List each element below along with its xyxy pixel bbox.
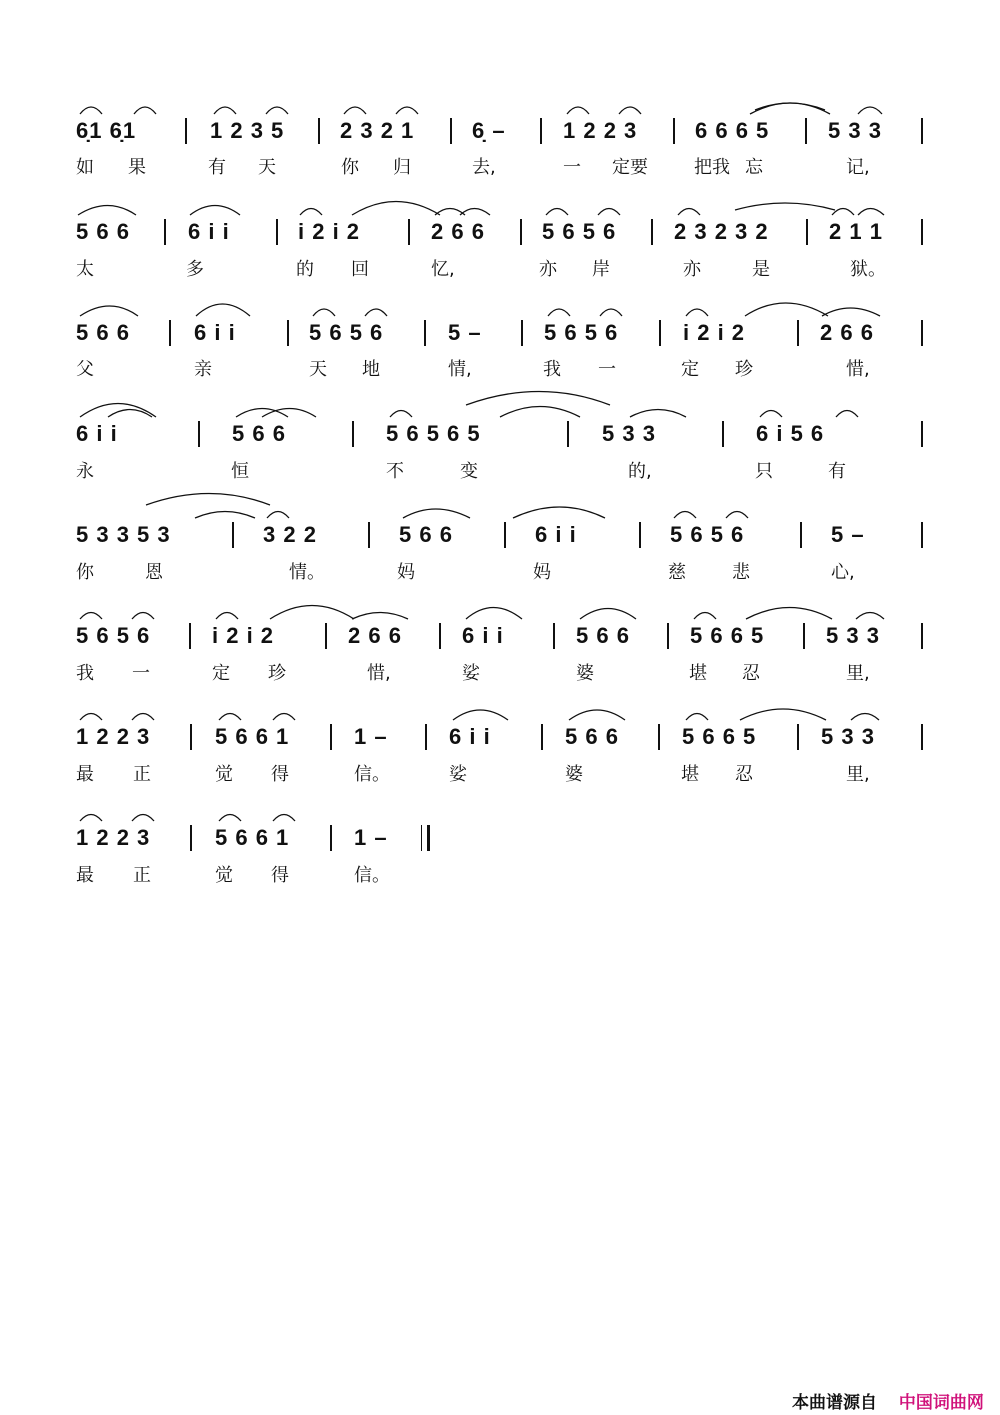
lyric: 我 [76,663,94,684]
lyric: 回 [351,259,369,280]
slur [580,609,636,620]
barline [806,219,808,245]
barline [921,118,923,144]
lyric: 狱。 [850,259,886,280]
lyric: 心, [831,562,855,583]
lyric: 堪 [681,764,699,785]
slur [216,613,238,620]
measure: 5 6 6 [76,219,130,244]
slur [851,714,879,721]
slur [858,107,882,114]
lyric: 果 [128,157,146,178]
lyric: 一 [563,157,581,178]
slur [500,407,580,418]
barline [408,219,410,245]
measure: 5 3 3 [602,421,656,446]
measure: 5 6 6 [565,724,619,749]
lyric: 悲 [732,562,750,583]
lyric: 恒 [231,461,249,482]
slur [746,608,832,620]
slur [300,209,322,216]
barline [424,320,426,346]
measure: 1 2 2 3 [76,825,151,850]
slur [735,203,835,210]
slur [313,309,335,316]
lyrics-line-4 [0,460,1000,484]
slur [80,404,156,418]
barline [921,421,923,447]
barline [169,320,171,346]
measure: 6 i i [194,320,236,345]
barline [164,219,166,245]
slur [569,710,625,720]
measure: 5 6 6 [576,623,630,648]
lyric: 觉 [215,764,233,785]
slur [836,411,858,418]
measure: 5 3 3 [828,118,882,143]
lyric: 觉 [215,865,233,886]
slur [598,209,620,216]
lyric: 得 [271,764,289,785]
lyric: 多 [186,259,204,280]
notation-line-5 [0,520,1000,550]
barline [658,724,660,750]
lyric: 我 [543,359,561,380]
slur [80,613,102,620]
barline [921,219,923,245]
notation-line-3 [0,318,1000,348]
barline [797,320,799,346]
barline [190,825,192,851]
slur [352,202,440,216]
barline [797,724,799,750]
measure: 5 6 5 6 5 [386,421,481,446]
measure: 2 3 2 1 [340,118,415,143]
slur [78,206,136,216]
slur [344,107,366,114]
measure: 1 2 2 3 [76,724,151,749]
measure: 5 3 3 [826,623,880,648]
barline [198,421,200,447]
lyric: 岸 [592,259,610,280]
lyric: 你 [76,562,94,583]
slur [146,494,270,506]
measure: 3 2 2 [263,522,317,547]
barline [659,320,661,346]
measure: 5 3 3 [821,724,875,749]
measure: 6 i i [188,219,230,244]
lyric: 是 [752,259,770,280]
slur [513,507,605,518]
lyric: 婆 [565,764,583,785]
measure: 1 – [354,825,388,850]
barline [541,724,543,750]
lyric: 慈 [668,562,686,583]
measure: 6 i i [449,724,491,749]
notation-line-7 [0,722,1000,752]
slur [745,303,828,316]
slur [760,411,782,418]
lyric: 亦 [539,259,557,280]
slur [196,304,250,316]
lyric: 不 [386,461,404,482]
lyric: 把我 [694,157,730,178]
slur [567,107,589,114]
lyrics-line-1 [0,156,1000,180]
slur [832,209,854,216]
measure: 2 6 6 [431,219,485,244]
lyric: 天 [309,359,327,380]
slur [190,206,240,216]
lyric: 一 [132,663,150,684]
lyric: 惜, [367,663,391,684]
lyric: 珍 [735,359,753,380]
lyric: 有 [208,157,226,178]
slur [352,613,408,620]
barline [368,522,370,548]
measure: 5 6 5 6 [309,320,384,345]
barline [805,118,807,144]
notation-line-1 [0,116,1000,146]
lyric: 定 [212,663,230,684]
slur [219,815,241,822]
barline [330,724,332,750]
barline [189,623,191,649]
measure: 5 6 5 6 [76,623,151,648]
lyric: 堪 [689,663,707,684]
slur [858,209,884,216]
measure: 6 i i [76,421,118,446]
lyric: 忍 [742,663,760,684]
measure: 6̣1 6̣1 [76,118,137,143]
barline [330,825,332,851]
measure: i 2 i 2 [683,320,746,345]
lyric: 永 [76,461,94,482]
measure: 5 – [448,320,482,345]
lyrics-line-5 [0,561,1000,585]
barline [450,118,452,144]
lyric: 得 [271,865,289,886]
barline [185,118,187,144]
lyric: 的 [296,259,314,280]
lyrics-line-6 [0,662,1000,686]
measure: 5 6 6 [399,522,453,547]
barline [318,118,320,144]
measure: 6 i i [462,623,504,648]
measure: 5 3 3 5 3 [76,522,171,547]
slur [80,815,102,822]
slur [214,107,236,114]
measure: 5 6 6 1 [215,724,290,749]
barline [567,421,569,447]
lyric: 最 [76,764,94,785]
slur [132,714,154,721]
measure: 2 6 6 [820,320,874,345]
lyric: 情。 [289,562,325,583]
slur [674,512,696,519]
lyric: 你 [341,157,359,178]
slur [390,411,412,418]
lyric: 情, [448,359,472,380]
lyric: 归 [393,157,411,178]
slur [453,710,508,720]
slur [262,409,316,418]
barline [425,724,427,750]
lyrics-line-2 [0,258,1000,282]
lyric: 如 [76,157,94,178]
lyrics-line-7 [0,763,1000,787]
barline [521,320,523,346]
lyric: 父 [76,359,94,380]
lyric: 只 [755,461,773,482]
barline [504,522,506,548]
lyric: 的, [628,461,652,482]
slur [822,308,880,316]
barline [800,522,802,548]
measure: i 2 i 2 [212,623,275,648]
lyric: 信。 [354,764,390,785]
slur [546,209,568,216]
measure: 6 6 6 5 [695,118,770,143]
slur [273,714,295,721]
lyric: 天 [258,157,276,178]
measure: 5 – [831,522,865,547]
lyric: 变 [460,461,478,482]
slur [267,512,289,519]
source-label: 本曲谱源自 [792,1393,877,1413]
lyric: 去, [472,157,496,178]
slur [80,714,102,721]
lyric: 惜, [846,359,870,380]
barline [639,522,641,548]
barline [921,724,923,750]
slur [686,309,708,316]
measure: 2 3 2 3 2 [674,219,769,244]
lyric: 定 [681,359,699,380]
barline [921,522,923,548]
lyric: 地 [362,359,380,380]
lyric: 最 [76,865,94,886]
barline [325,623,327,649]
measure: 5 6 6 5 [682,724,757,749]
source-footer [792,1388,984,1413]
lyric: 忘 [745,157,763,178]
lyric: 定要 [612,157,648,178]
slur [435,209,465,216]
lyric: 珍 [268,663,286,684]
measure: 5 6 6 5 [690,623,765,648]
barline [921,320,923,346]
measure: 5 6 6 [232,421,286,446]
barline [232,522,234,548]
measure: 1 2 2 3 [563,118,638,143]
measure: 6 i i [535,522,577,547]
slur [619,107,641,114]
barline [651,219,653,245]
lyrics-line-8 [0,864,1000,888]
barline [722,421,724,447]
barline [553,623,555,649]
slur [466,608,522,620]
measure: 5 6 5 6 [544,320,619,345]
slur [219,714,241,721]
lyric: 正 [133,865,151,886]
barline [190,724,192,750]
slur [132,613,154,620]
lyric: 亦 [683,259,701,280]
site-brand[interactable]: 中国词曲网 [898,1393,984,1413]
slur [750,103,830,114]
slur [266,107,288,114]
measure: 2 1 1 [829,219,883,244]
slur [80,306,138,316]
lyric: 忍 [735,764,753,785]
slur [466,392,610,406]
measure: 5 6 6 [76,320,130,345]
lyric: 忆, [431,259,455,280]
lyric: 有 [828,461,846,482]
measure: 1 2 3 5 [210,118,285,143]
slur [740,709,826,720]
slur [755,103,825,110]
notation-line-6 [0,621,1000,651]
lyrics-line-3 [0,358,1000,382]
barline [352,421,354,447]
slur [403,509,470,518]
lyric: 一 [598,359,616,380]
slur [694,613,716,620]
slur [236,409,288,418]
lyric: 妈 [397,562,415,583]
lyric: 恩 [145,562,163,583]
slur [600,309,622,316]
barline [287,320,289,346]
barline [439,623,441,649]
slur [108,410,152,418]
slur [134,107,156,114]
barline [921,623,923,649]
measure: 6 i 5 6 [756,421,825,446]
slur [270,606,354,620]
lyric: 婆 [576,663,594,684]
lyric: 正 [133,764,151,785]
measure: i 2 i 2 [298,219,361,244]
measure: 5 6 5 6 [670,522,745,547]
measure: 5 6 6 1 [215,825,290,850]
measure: 2 6 6 [348,623,402,648]
lyric: 记, [846,157,870,178]
notation-line-2 [0,217,1000,247]
slur [273,815,295,822]
barline [520,219,522,245]
lyric: 太 [76,259,94,280]
measure: 1 – [354,724,388,749]
slur [396,107,418,114]
slur [686,714,708,721]
slur [132,815,154,822]
barline [276,219,278,245]
barline [540,118,542,144]
final-barline [421,825,430,851]
slur [630,410,686,418]
measure: 5 6 5 6 [542,219,617,244]
measure: 6̣ – [472,118,506,143]
lyric: 娑 [449,764,467,785]
slur [856,613,884,620]
lyric: 信。 [354,865,390,886]
lyric: 妈 [533,562,551,583]
slur [548,309,570,316]
slur [460,209,490,216]
barline [667,623,669,649]
slur [365,309,387,316]
notation-line-8 [0,823,1000,853]
slur [80,107,102,114]
slur [678,209,700,216]
lyric: 亲 [194,359,212,380]
lyric: 里, [846,764,870,785]
slur [195,512,255,519]
lyric: 里, [846,663,870,684]
barline [673,118,675,144]
barline [803,623,805,649]
slur [726,512,748,519]
lyric: 娑 [462,663,480,684]
notation-line-4 [0,419,1000,449]
